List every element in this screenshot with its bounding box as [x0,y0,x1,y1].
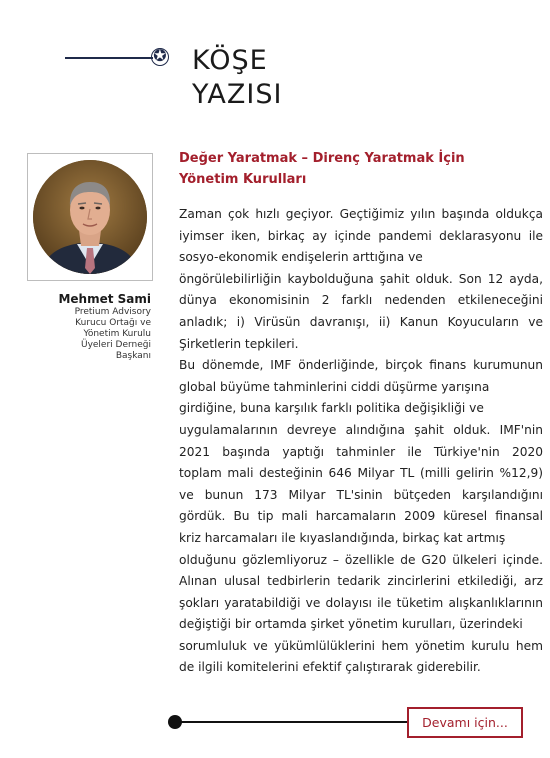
author-name: Mehmet Sami [58,292,151,306]
article-title-line: Yönetim Kurulları [179,172,307,187]
author-role-line: Başkanı [115,351,151,361]
article-body-line: olduğunu gözlemliyoruz – özellikle de G20 ülkeleri içinde. [179,552,543,567]
article-body-line: kriz harcamaları ile kıyaslandığında, birkaç kat artmış [179,530,506,545]
article-body-line: girdiğine, buna karşılık farklı politika değişikliği ve [179,401,484,416]
author-role-line: Kurucu Ortağı ve [75,318,151,328]
article-body-line: de ilgili komitelerini efektif çalıştırarak giderebilir. [179,660,481,675]
author-role-line: Yönetim Kurulu [83,329,151,339]
article-body-line: dünya ekonomisinin 2 farklı nedenden etkileneceğini [179,293,543,308]
author-portrait-image [33,160,147,274]
footer-divider [176,721,408,723]
article-body-line: 2021 başında yaptığı tahminler ile Türkiye'nin 2020 [179,444,543,459]
article-body-line: uygulamalarının devreye alındığına şahit olduk. IMF'nin [179,422,543,437]
section-title [192,44,282,112]
article-body-line: Bu dönemde, IMF önderliğinde, birçok finans kurumunun [179,358,543,373]
star-emblem-icon: ✪ [150,47,170,67]
article-body-line: gördük. Bu tip mali harcamaların 2009 küresel finansal [179,509,543,524]
author-role-line: Üyeleri Derneği [80,340,151,350]
article-body-line: Şirketlerin tepkileri. [179,336,299,351]
author-role [41,307,151,362]
article-body-line: sorumluluk ve yükümlülüklerini hem yönetim kurulu hem [179,638,543,653]
article-body-line: Zaman çok hızlı geçiyor. Geçtiğimiz yılın başında oldukça [179,207,543,221]
article-body-line: toplam mali desteğinin 646 Milyar TL (milli gelirin %12,9) [179,466,543,481]
article-title [179,148,509,190]
header-rule [65,57,153,59]
article-body-line: iyimser iken, birkaç ay içinde pandemi deklarasyonu ile [179,228,543,243]
article-body-line: öngörülebilirliğin kaybolduğuna şahit olduk. Son 12 ayda, [179,271,543,286]
article-body-line: sosyo-ekonomik endişelerin arttığına ve [179,250,423,265]
section-title-line-2: YAZISI [192,79,283,110]
article-body-line: global büyüme tahminlerini ciddi düşürme yarışına [179,379,490,394]
author-photo-frame [27,153,153,281]
article-body-line: ve bunun 173 Milyar TL'sinin bütçeden karşılandığını [179,487,543,502]
article-body-line: anladık; i) Virüsün davranışı, ii) Kanun Koyucuların ve [179,314,543,329]
article-title-line: Değer Yaratmak – Direnç Yaratmak İçin [179,151,465,166]
article-body-line: Alınan ulusal tedbirlerin tedarik zincirlerini etkilediği, arz [179,574,543,589]
section-title-line-1: KÖŞE [192,45,268,76]
article-body-line: değiştiği bir ortamda şirket yönetim kurulları, üzerindeki [179,617,523,632]
article-body-line: şokları yaratabildiği ve dolayısı ile tüketim alışkanlıklarının [179,595,543,610]
author-role-line: Pretium Advisory [74,307,151,317]
article-body [179,204,543,679]
author-photo [33,160,147,274]
read-more-button[interactable]: Devamı için... [407,707,523,738]
